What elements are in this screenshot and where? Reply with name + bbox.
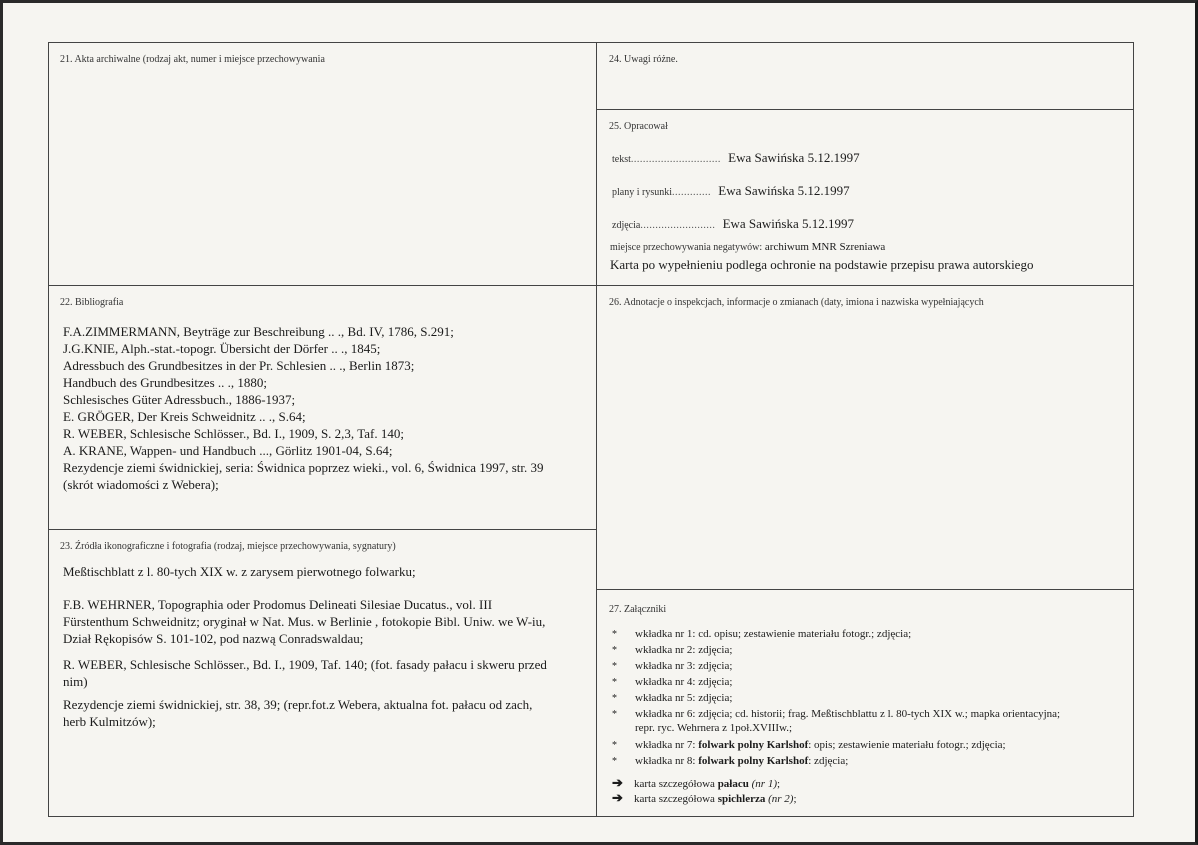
- negatives-storage-label: miejsce przechowywania negatywów:: [610, 242, 763, 253]
- bullet-icon: *: [612, 677, 617, 688]
- column-divider: [596, 42, 597, 817]
- iconography-p4: [63, 696, 593, 730]
- bibliography-item: Schlesisches Güter Adressbuch., 1886-1937;: [63, 392, 296, 407]
- author-row-photos: [612, 216, 854, 232]
- text-line: R. WEBER, Schlesische Schlösser., Bd. I., 1909, Taf. 140; (fot. fasady pałacu i skweru przed: [63, 657, 547, 672]
- bibliography-item: F.A.ZIMMERMANN, Beyträge zur Beschreibung .. ., Bd. IV, 1786, S.291;: [63, 324, 454, 339]
- text-fragment-bold: folwark polny Karlshof: [698, 755, 809, 767]
- left-rule: [48, 42, 49, 817]
- top-rule: [48, 42, 1134, 43]
- divider-26-27: [596, 589, 1134, 590]
- copyright-note: Karta po wypełnieniu podlega ochronie na podstawie przepisu prawa autorskiego: [610, 257, 1034, 272]
- section-23-label: 23. Źródła ikonograficzne i fotografia (rodzaj, miejsce przechowywania, sygnatury): [60, 541, 396, 552]
- attachment-text: [635, 754, 1135, 768]
- leader-dots: .............: [672, 187, 711, 198]
- divider-21-22: [48, 285, 1134, 286]
- section-26-label: 26. Adnotacje o inspekcjach, informacje o zmianach (daty, imiona i nazwiska wypełniających: [609, 297, 984, 308]
- attachment-item: [612, 675, 1132, 691]
- iconography-p3: [63, 656, 593, 690]
- bibliography-item: (skrót wiadomości z Webera);: [63, 477, 219, 492]
- author-row-plans: [612, 183, 850, 199]
- bullet-icon: *: [612, 740, 617, 751]
- text-fragment: ;: [776, 778, 781, 790]
- attachment-item: [612, 738, 1132, 754]
- bullet-icon: *: [612, 661, 617, 672]
- section-22-label: 22. Bibliografia: [60, 297, 124, 308]
- attachment-item: [612, 754, 1132, 770]
- author-row-value: Ewa Sawińska 5.12.1997: [728, 150, 860, 165]
- bottom-rule: [48, 816, 1134, 817]
- text-line: Fürstenthum Schweidnitz; oryginał w Nat. Mus. w Berlinie , fotokopie Bibl. Uniw. we W-iu,: [63, 614, 546, 629]
- divider-22-23: [48, 529, 597, 530]
- text-line: Rezydencje ziemi świdnickiej, str. 38, 39; (repr.fot.z Webera, aktualna fot. pałacu od zach,: [63, 697, 533, 712]
- text-fragment: wkładka nr 7:: [635, 739, 699, 751]
- text-fragment-italic: (nr 2): [765, 793, 794, 805]
- text-fragment-bold: folwark polny Karlshof: [698, 739, 809, 751]
- bibliography-item: Rezydencje ziemi świdnickiej, seria: Świdnica poprzez wieki., vol. 6, Świdnica 1997, str. 39: [63, 460, 544, 475]
- text-fragment-bold: pałacu: [717, 778, 749, 790]
- attachment-item: [612, 627, 1132, 643]
- bibliography-item: A. KRANE, Wappen- und Handbuch ..., Görlitz 1901-04, S.64;: [63, 443, 393, 458]
- author-row-key: tekst: [612, 154, 631, 165]
- text-line: repr. ryc. Wehrnera z 1poł.XVIIIw.;: [635, 722, 793, 734]
- section-24-label: 24. Uwagi różne.: [609, 54, 678, 65]
- text-fragment: karta szczegółowa: [634, 793, 718, 805]
- negatives-storage: [610, 241, 885, 253]
- bullet-icon: *: [612, 629, 617, 640]
- bibliography-item: Handbuch des Grundbesitzes .. ., 1880;: [63, 375, 267, 390]
- text-fragment-italic: (nr 1): [748, 778, 777, 790]
- author-row-value: Ewa Sawińska 5.12.1997: [718, 183, 850, 198]
- attachment-text: wkładka nr 5: zdjęcia;: [635, 692, 733, 704]
- leader-dots: ..............................: [630, 154, 721, 165]
- author-row-key: zdjęcia: [612, 220, 641, 231]
- text-line: herb Kulmitzów);: [63, 714, 156, 729]
- detail-card-link: [612, 790, 797, 806]
- author-row-key: plany i rysunki: [612, 187, 672, 198]
- attachment-item: [612, 643, 1132, 659]
- text-fragment: karta szczegółowa: [634, 778, 718, 790]
- text-fragment: ;: [793, 793, 797, 805]
- bullet-icon: *: [612, 709, 617, 720]
- iconography-p2: [63, 596, 593, 647]
- attachment-item: [612, 707, 1132, 739]
- attachment-text: wkładka nr 2: zdjęcia;: [635, 644, 733, 656]
- arrow-right-icon: ➔: [612, 790, 623, 805]
- bibliography-list: [63, 323, 593, 493]
- attachment-text: wkładka nr 3: zdjęcia;: [635, 660, 733, 672]
- negatives-storage-value: archiwum MNR Szreniawa: [764, 241, 886, 253]
- text-line: F.B. WEHRNER, Topographia oder Prodomus Delineati Silesiae Ducatus., vol. III: [63, 597, 493, 612]
- iconography-p1: Meßtischblatt z l. 80-tych XIX w. z zarysem pierwotnego folwarku;: [63, 564, 416, 579]
- attachment-text: wkładka nr 4: zdjęcia;: [635, 676, 733, 688]
- section-25-label: 25. Opracował: [609, 121, 668, 132]
- text-line: wkładka nr 6: zdjęcia; cd. historii; frag. Meßtischblattu z l. 80-tych XIX w.; mapka orientacyjna;: [635, 708, 1061, 720]
- arrow-right-icon: ➔: [612, 775, 623, 790]
- bullet-icon: *: [612, 756, 617, 767]
- text-fragment: : opis; zestawienie materiału fotogr.; zdjęcia;: [808, 739, 1006, 751]
- bibliography-item: Adressbuch des Grundbesitzes in der Pr. Schlesien .. ., Berlin 1873;: [63, 358, 415, 373]
- bibliography-item: J.G.KNIE, Alph.-stat.-topogr. Übersicht der Dörfer .. ., 1845;: [63, 341, 381, 356]
- attachment-text: [635, 707, 1135, 735]
- attachment-text: wkładka nr 1: cd. opisu; zestawienie materiału fotogr.; zdjęcia;: [635, 628, 912, 640]
- bibliography-item: R. WEBER, Schlesische Schlösser., Bd. I., 1909, S. 2,3, Taf. 140;: [63, 426, 404, 441]
- bullet-icon: *: [612, 645, 617, 656]
- text-line: nim): [63, 674, 88, 689]
- text-fragment: wkładka nr 8:: [635, 755, 699, 767]
- text-line: Dział Rękopisów S. 101-102, pod nazwą Conradswaldau;: [63, 631, 364, 646]
- attachment-item: [612, 659, 1132, 675]
- section-27-label: 27. Załączniki: [609, 604, 667, 615]
- attachment-text: [635, 738, 1135, 752]
- detail-card-link: [612, 775, 780, 791]
- bullet-icon: *: [612, 693, 617, 704]
- text-fragment: : zdjęcia;: [808, 755, 849, 767]
- leader-dots: .........................: [640, 220, 716, 231]
- section-21-label: 21. Akta archiwalne (rodzaj akt, numer i miejsce przechowywania: [60, 54, 325, 65]
- divider-24-25: [596, 109, 1134, 110]
- text-fragment-bold: spichlerza: [717, 793, 766, 805]
- bibliography-item: E. GRÖGER, Der Kreis Schweidnitz .. ., S.64;: [63, 409, 306, 424]
- author-row-value: Ewa Sawińska 5.12.1997: [722, 216, 854, 231]
- author-row-text: [612, 150, 860, 166]
- attachment-item: [612, 691, 1132, 707]
